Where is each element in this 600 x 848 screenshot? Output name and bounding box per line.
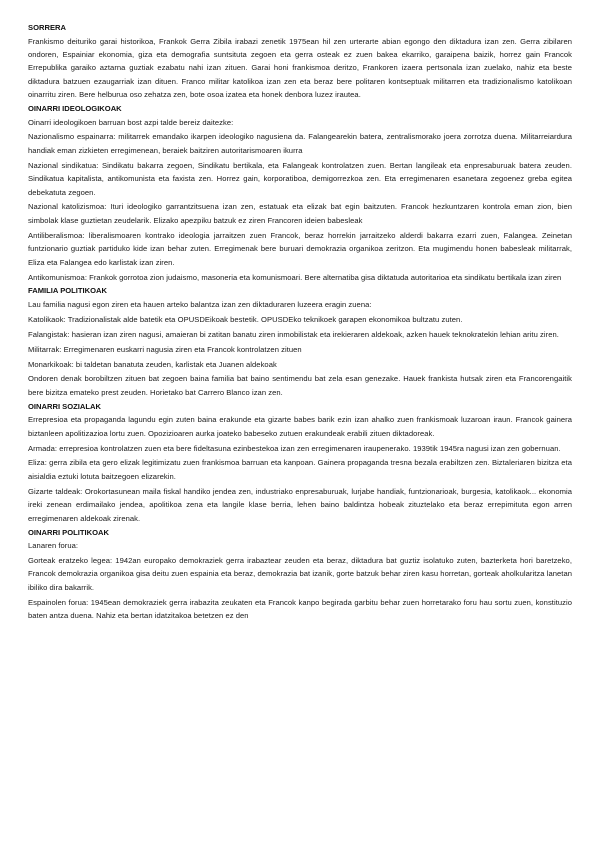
paragraph: Lanaren forua:: [28, 541, 79, 550]
paragraph: Militarrak: Erregimenaren euskarri nagusia ziren eta Francok kontrolatzen zituen: [28, 344, 302, 354]
paragraph: Espainolen forua: 1945ean demokraziek gerra irabazita zeukaten eta Francok kanpo begirada garbitu behar zuen horretarako foru hau sortu zuen, konstituzio baten antza duena. Nahiz eta bertan idatzitakoa betetzen ez den: [28, 597, 572, 621]
paragraph: Nazional sindikatua: Sindikatu bakarra zegoen, Sindikatu bertikala, eta Falangeak kontrolatzen zuen. Bertan langileak eta enpresaburuak batera zeuden. Sindikatua kapitalista, antikomunista eta faxista zen. Horrez gain, korporatiboa, demigorrezkoa zen. Eta erregimenaren esanetara zegoenez greba egitea debekatuta zegoen.: [28, 160, 572, 197]
paragraph: Errepresioa eta propaganda lagundu egin zuten baina erakunde eta gizarte babes barik ezin izan ahalko zuen frankismoak luzaroan iraun. Francok gainera biztanleen apolitizazioa lortu zuen. Opozizioaren aurka joateko babeseko zutuen erakundeak erabili zituen diktadoreak.: [28, 415, 572, 438]
section-sorrera: [28, 22, 572, 102]
paragraph: Gorteak eratzeko legea: 1942an europako demokraziek gerra irabaztear zeuden eta beraz, diktadura bat guztiz isolatuko zuten, bazterketa hori baretzeko, Francok demokrazia organikoa gisa deitu zuen espainia eta beraz, demokrazia bat izanik, gorte batzuk behar ziren kasu horretan, gorteak aholkularitza lanetan ibiliko dira bakarrik.: [28, 555, 572, 592]
paragraph: Armada: errepresioa kontrolatzen zuen eta bere fideltasuna ezinbestekoa izan zen erregimenaren iraupenerako. 1939tik 1945ra nagusi izan zen gobernuan.: [28, 443, 561, 453]
section-heading: OINARRI IDEOLOGIKOAK: [28, 104, 122, 114]
section-oinarri-sozialak: [28, 401, 572, 525]
paragraph: Gizarte taldeak: Orokortasunean maila fiskal handiko jendea zen, industriako enpresaburuak, lurjabe handiak, funtzionarioak, burgesia, katolikaok... ekonomia ireki zenean erdimailako jendea, apolitikoa zena eta langile klase berria, lehen baino baldintza hobeak zituztelako eta beraz errepimituta egon arren erregimenaren aldekoak zirenak.: [28, 486, 572, 523]
section-heading: OINARRI POLITIKOAK: [28, 527, 109, 537]
paragraph: Monarkikoak: bi taldetan banatuta zeuden, karlistak eta Juanen aldekoak: [28, 359, 277, 369]
paragraph: Nazional katolizismoa: Ituri ideologiko garrantzitsuena izan zen, estatuak eta elizak bat egin baitzuten. Francok hezkuntzaren kontrola eman zion, bien simbolak klase guztietan zeudelarik. Elizako apezpiku batzuk ez ziren Francoren ideien babesleak: [28, 202, 572, 225]
paragraph: Nazionalismo espainarra: militarrek emandako ikarpen ideologiko nagusiena da. Falangearekin batera, zentralismorako joera zorrotza duena. Militarreiardura handiak eman zizkieten erregimenean, beraiek baitziren autoritarismoaren ikurra: [28, 132, 572, 155]
section-oinarri-politikoak: [28, 527, 572, 623]
paragraph: Ondoren denak borobiltzen zituen bat zegoen baina familia bat baino sentimendu bat zela esan genezake. Hauek frankista hutsak ziren eta Francorengaitik bere bizitza emateko prest zeuden. Horietako bat Carrero Blanco izan zen.: [28, 374, 572, 397]
paragraph: Eliza: gerra zibila eta gero elizak legitimizatu zuen frankismoa barruan eta kanpoan. Gainera propaganda tresna bezala erabiltzen zen. Biztaleriaren bizitza eta aisialdia eztuki lotuta baitzegoen elizarekin.: [28, 458, 572, 481]
paragraph: Katolikaok: Tradizionalistak alde batetik eta OPUSDEikoak bestetik. OPUSDEko teknikoek garapen ekonomikoa bultzatu zuten.: [28, 314, 463, 324]
paragraph: Antikomunismoa: Frankok gorrotoa zion judaismo, masoneria eta komunismoari. Bere alternatiba gisa diktatuda autoritarioa eta sindikatu bertikala izan ziren: [28, 272, 562, 282]
section-familia-politikoak: [28, 285, 572, 399]
section-heading: OINARRI SOZIALAK: [28, 401, 101, 411]
paragraph: Antiliberalismoa: liberalismoaren kontrako ideologia jarraitzen zuen Francok, beraz horrekin jarraitzeko alderdi bakarra ezarri zuen, Falangea. Zeinetan funtzionario guztiak partiduko kide izan behar zuten. Erregimenak bere buruari demokrazia organikoa zeritzon. Eta mugimendu honen babesleak militarrak, Eliza eta Falangea edo karlistak izan ziren.: [28, 230, 572, 267]
paragraph: Falangistak: hasieran izan ziren nagusi, amaieran bi zatitan banatu ziren inmobilistak eta irekieraren aldekoak, azken hauek teknokratekin lehian aritu ziren.: [28, 329, 559, 339]
section-oinarri-ideologikoak: [28, 103, 572, 284]
section-heading: FAMILIA POLITIKOAK: [28, 286, 108, 296]
paragraph: Frankismo deituriko garai historikoa, Frankok Gerra Zibila irabazi zenetik 1975ean hil zen urterarte abian egongo den diktadura izan zen. Gerra zibilaren ondoren, Espainiar ekonomia, giza eta demografia suntsituta zegoen eta gerra osteak ez zuen bakea ekarriko, garaipena baizik, horrez gain Francok Errepublika garaiko aztarna guztiak ezabatu nahi izan zituen. Garai honi frankismoa deritzo, Frankoren izaera pertsonala izan zuelako, nahiz eta beste diktadura batzuen ezaugarriak izan dituen. Franco militar katolikoa izan zen eta beraz bere politaren kontseptuak militarren eta tradizionalismo katolikoan oinarritu ziren. Bere helburua oso zehatza zen, bote osoa izatea eta honek denbora luzez irautea.: [28, 36, 572, 100]
paragraph: Lau familia nagusi egon ziren eta hauen arteko balantza izan zen diktaduraren luzeera eragin zuena:: [28, 299, 372, 309]
section-heading: SORRERA: [28, 23, 66, 32]
paragraph: Oinarri ideologikoen barruan bost azpi talde bereiz daitezke:: [28, 117, 234, 127]
